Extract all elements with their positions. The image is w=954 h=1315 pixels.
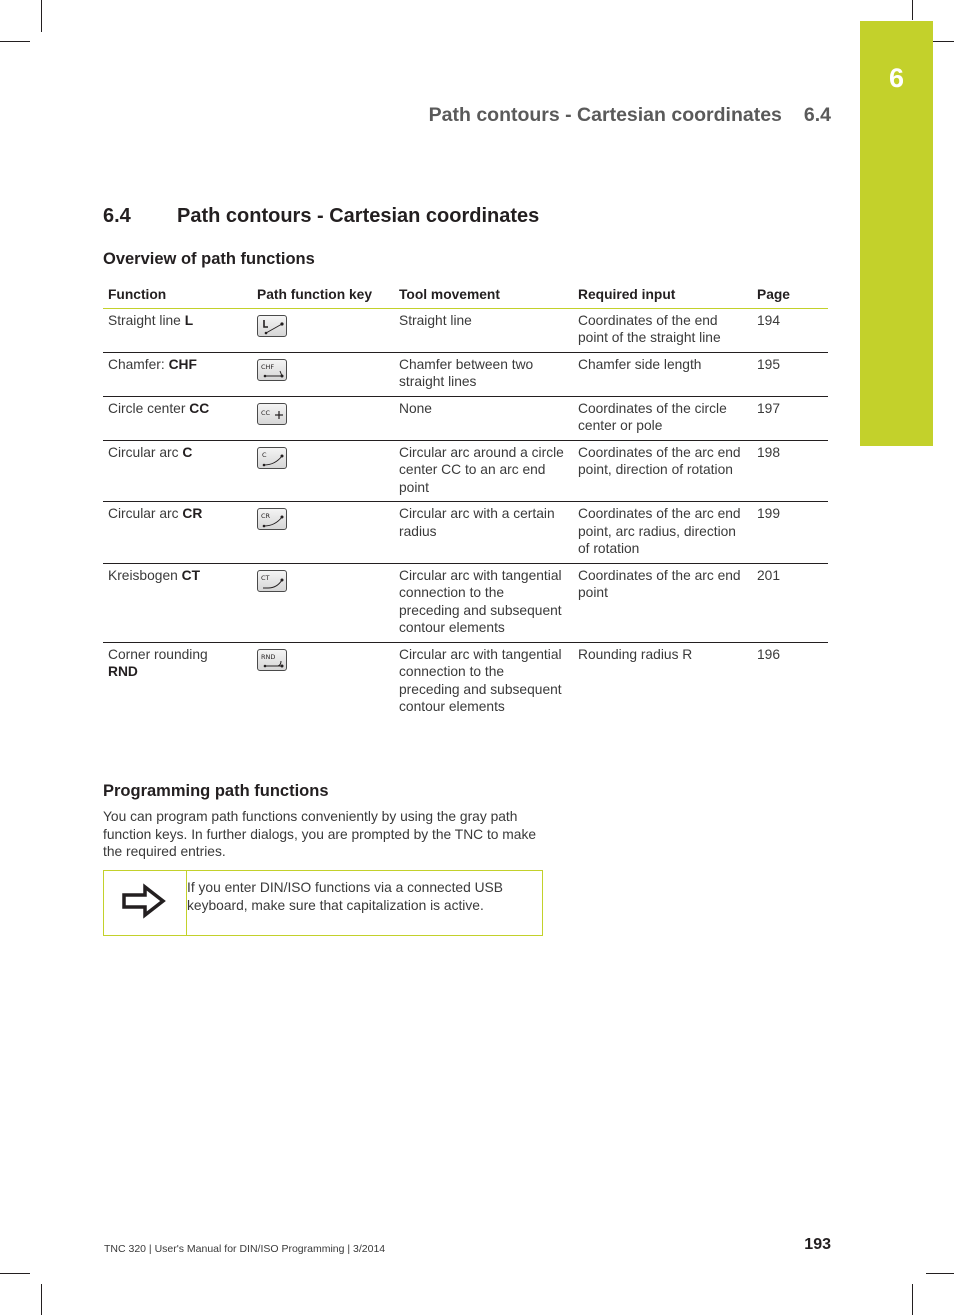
table-row bbox=[103, 396, 828, 440]
page-cell: 201 bbox=[752, 563, 828, 642]
header-tool-movement: Tool movement bbox=[394, 283, 573, 308]
corner-rounding-key-icon bbox=[257, 649, 287, 671]
key-label: C bbox=[262, 450, 267, 459]
table-row bbox=[103, 352, 828, 396]
chapter-tab bbox=[860, 21, 933, 446]
key-cell bbox=[252, 396, 394, 440]
circular-arc-key-icon bbox=[257, 447, 287, 469]
key-cell bbox=[252, 440, 394, 502]
input-cell: Chamfer side length bbox=[573, 352, 752, 396]
crop-mark bbox=[0, 41, 30, 42]
function-cell: Chamfer: CHF bbox=[103, 352, 252, 396]
input-cell: Coordinates of the end point of the straight line bbox=[573, 308, 752, 352]
movement-cell: Straight line bbox=[394, 308, 573, 352]
function-cell: Circle center CC bbox=[103, 396, 252, 440]
overview-heading: Overview of path functions bbox=[103, 250, 315, 268]
movement-cell: Circular arc around a circle center CC to an arc end point bbox=[394, 440, 573, 502]
crop-mark bbox=[0, 1273, 30, 1274]
function-cell: Corner rounding RND bbox=[108, 646, 208, 679]
movement-cell: Circular arc with tangential connection to the preceding and subsequent contour elements bbox=[399, 646, 562, 714]
crop-mark bbox=[912, 0, 913, 20]
input-cell: Coordinates of the circle center or pole bbox=[573, 396, 752, 440]
running-head-number: 6.4 bbox=[803, 104, 831, 126]
header-page: Page bbox=[752, 283, 828, 308]
key-cell bbox=[252, 642, 394, 721]
page-cell: 194 bbox=[752, 308, 828, 352]
table-row bbox=[103, 563, 828, 642]
key-cell bbox=[252, 352, 394, 396]
straight-line-key-icon bbox=[257, 315, 287, 337]
section-title bbox=[103, 205, 539, 228]
crop-mark bbox=[41, 1284, 42, 1315]
function-cell: Circular arc C bbox=[103, 440, 252, 502]
circle-center-key-icon bbox=[257, 403, 287, 425]
tangential-arc-key-icon bbox=[257, 570, 287, 592]
table-header-row bbox=[103, 283, 828, 308]
footer: TNC 320 | User's Manual for DIN/ISO Programming | 3/2014 bbox=[104, 1243, 386, 1255]
key-label: CR bbox=[261, 512, 271, 520]
key-label: CC bbox=[261, 408, 271, 417]
movement-cell: Circular arc with a certain radius bbox=[394, 502, 573, 564]
chapter-number: 6 bbox=[888, 63, 905, 93]
page-cell: 199 bbox=[752, 502, 828, 564]
crop-mark bbox=[912, 1284, 913, 1315]
table-row bbox=[103, 308, 828, 352]
table-row bbox=[103, 642, 828, 721]
input-cell: Coordinates of the arc end point, direction of rotation bbox=[573, 440, 752, 502]
note-box bbox=[103, 870, 543, 936]
circular-arc-radius-key-icon bbox=[257, 508, 287, 530]
running-head bbox=[429, 104, 831, 127]
movement-cell: Chamfer between two straight lines bbox=[394, 352, 573, 396]
input-cell: Rounding radius R bbox=[578, 646, 693, 662]
table-row bbox=[103, 440, 828, 502]
page-cell: 195 bbox=[752, 352, 828, 396]
function-cell: Circular arc CR bbox=[103, 502, 252, 564]
header-required-input: Required input bbox=[573, 283, 752, 308]
page-number: 193 bbox=[804, 1236, 831, 1253]
function-cell: Straight line L bbox=[103, 308, 252, 352]
key-label: CT bbox=[261, 573, 270, 582]
movement-cell: Circular arc with tangential connection to the preceding and subsequent contour elements bbox=[394, 563, 573, 642]
key-label: CHF bbox=[261, 362, 275, 371]
key-label: RND bbox=[261, 652, 276, 661]
running-head-title: Path contours - Cartesian coordinates bbox=[428, 104, 782, 126]
arrow-right-icon bbox=[121, 883, 167, 924]
programming-heading: Programming path functions bbox=[103, 782, 329, 800]
page-cell: 196 bbox=[757, 646, 781, 662]
input-cell: Coordinates of the arc end point bbox=[573, 563, 752, 642]
section-number: 6.4 bbox=[103, 205, 131, 227]
note-text: If you enter DIN/ISO functions via a connected USB keyboard, make sure that capitalization is active. bbox=[187, 880, 503, 913]
header-function: Function bbox=[103, 283, 252, 308]
key-cell bbox=[252, 502, 394, 564]
crop-mark bbox=[926, 1273, 954, 1274]
chamfer-key-icon bbox=[257, 359, 287, 381]
table-row bbox=[103, 502, 828, 564]
input-cell: Coordinates of the arc end point, arc radius, direction of rotation bbox=[573, 502, 752, 564]
section-title-text: Path contours - Cartesian coordinates bbox=[177, 205, 540, 227]
path-functions-table bbox=[103, 283, 828, 721]
movement-cell: None bbox=[394, 396, 573, 440]
page-cell: 198 bbox=[752, 440, 828, 502]
crop-mark bbox=[41, 0, 42, 32]
page-cell: 197 bbox=[752, 396, 828, 440]
key-cell bbox=[252, 308, 394, 352]
function-cell: Kreisbogen CT bbox=[103, 563, 252, 642]
key-cell bbox=[252, 563, 394, 642]
programming-paragraph: You can program path functions conveniently by using the gray path function keys. In further dialogs, you are prompted by the TNC to make the required entries. bbox=[103, 809, 537, 859]
header-path-function-key: Path function key bbox=[252, 283, 394, 308]
